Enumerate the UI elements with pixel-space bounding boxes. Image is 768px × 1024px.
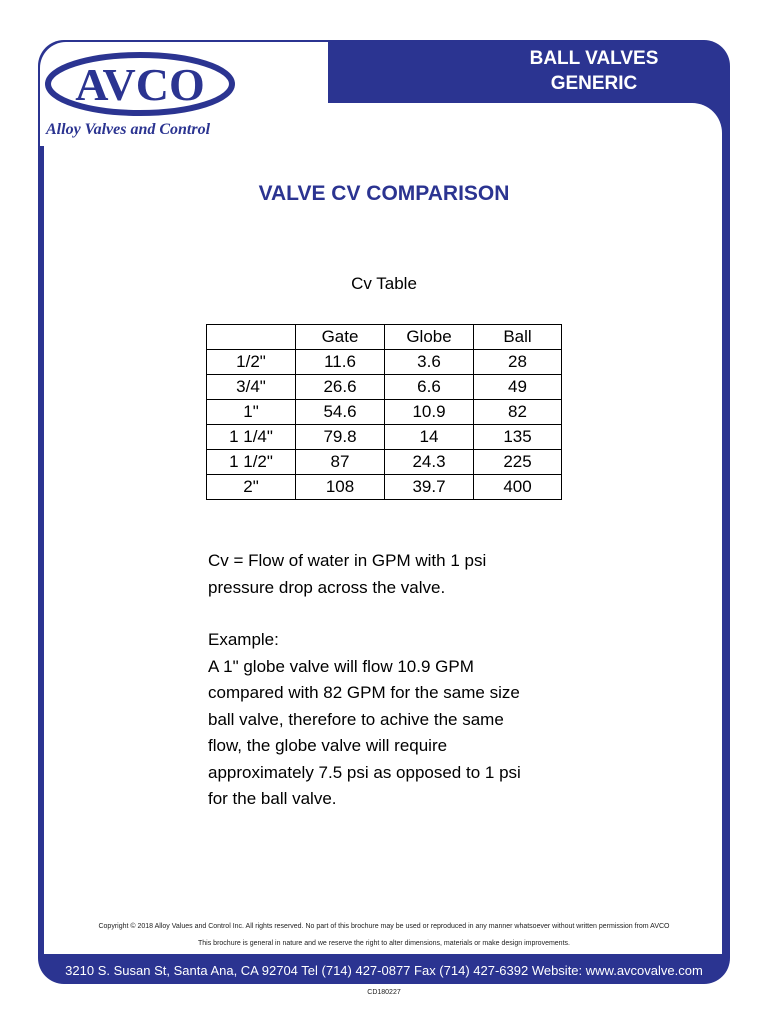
table-cell: 3/4" xyxy=(207,375,296,400)
table-cell: 135 xyxy=(474,425,562,450)
table-row xyxy=(207,400,562,425)
table-cell: 10.9 xyxy=(385,400,474,425)
table-header-cell: Gate xyxy=(296,325,385,350)
cv-table xyxy=(206,324,562,500)
table-cell: 400 xyxy=(474,475,562,500)
table-header-cell: Ball xyxy=(474,325,562,350)
table-cell: 28 xyxy=(474,350,562,375)
company-address: 3210 S. Susan St, Santa Ana, CA 92704 Tel (714) 427-0877 Fax (714) 427-6392 Website: www.avcovalve.com xyxy=(65,963,703,978)
table-cell: 14 xyxy=(385,425,474,450)
table-cell: 54.6 xyxy=(296,400,385,425)
table-cell: 1 1/4" xyxy=(207,425,296,450)
table-row xyxy=(207,425,562,450)
copyright-notice: Copyright © 2018 Alloy Values and Control Inc. All rights reserved. No part of this brochure may be used or reproduced in any manner whatsoever without written permission from AVCO xyxy=(98,923,670,930)
avco-logo xyxy=(40,44,250,120)
header-line-2: GENERIC xyxy=(550,73,638,94)
table-cell: 26.6 xyxy=(296,375,385,400)
logo-wordmark: AVCO xyxy=(75,59,205,110)
table-cell: 225 xyxy=(474,450,562,475)
table-header-cell: Globe xyxy=(385,325,474,350)
table-cell: 6.6 xyxy=(385,375,474,400)
example-heading: Example: xyxy=(208,630,279,649)
table-cell: 1/2" xyxy=(207,350,296,375)
example-line: A 1" globe valve will flow 10.9 GPM xyxy=(208,656,474,676)
example-block xyxy=(208,627,521,813)
content-area xyxy=(44,103,722,954)
table-cell: 2" xyxy=(207,475,296,500)
table-cell: 39.7 xyxy=(385,475,474,500)
disclaimer-notice: This brochure is general in nature and we reserve the right to alter dimensions, materials or make design improvements. xyxy=(198,940,570,947)
table-cell: 24.3 xyxy=(385,450,474,475)
table-cell: 79.8 xyxy=(296,425,385,450)
table-cell: 11.6 xyxy=(296,350,385,375)
table-header-cell xyxy=(207,325,296,350)
header-line-1: BALL VALVES xyxy=(529,48,659,69)
header-title xyxy=(478,46,710,96)
table-cell: 1" xyxy=(207,400,296,425)
example-line: for the ball valve. xyxy=(208,789,337,808)
table-row xyxy=(207,450,562,475)
definition-line: pressure drop across the valve. xyxy=(208,577,446,597)
table-row xyxy=(207,375,562,400)
logo-tagline: Alloy Valves and Control xyxy=(46,121,211,138)
document-id: CD180227 xyxy=(367,989,401,996)
table-header-row xyxy=(207,325,562,350)
table-cell: 49 xyxy=(474,375,562,400)
table-cell: 3.6 xyxy=(385,350,474,375)
definition-line: Cv = Flow of water in GPM with 1 psi xyxy=(208,551,487,570)
table-cell: 1 1/2" xyxy=(207,450,296,475)
example-line: flow, the globe valve will require xyxy=(208,736,448,755)
table-caption: Cv Table xyxy=(351,274,417,293)
document-title: VALVE CV COMPARISON xyxy=(258,182,510,205)
example-line: ball valve, therefore to achive the same xyxy=(208,709,504,729)
example-line: approximately 7.5 psi as opposed to 1 psi xyxy=(208,762,521,782)
table-row xyxy=(207,475,562,500)
cv-definition xyxy=(208,548,486,601)
table-cell: 108 xyxy=(296,475,385,500)
table-cell: 87 xyxy=(296,450,385,475)
example-line: compared with 82 GPM for the same size xyxy=(208,683,520,702)
table-cell: 82 xyxy=(474,400,562,425)
table-row xyxy=(207,350,562,375)
